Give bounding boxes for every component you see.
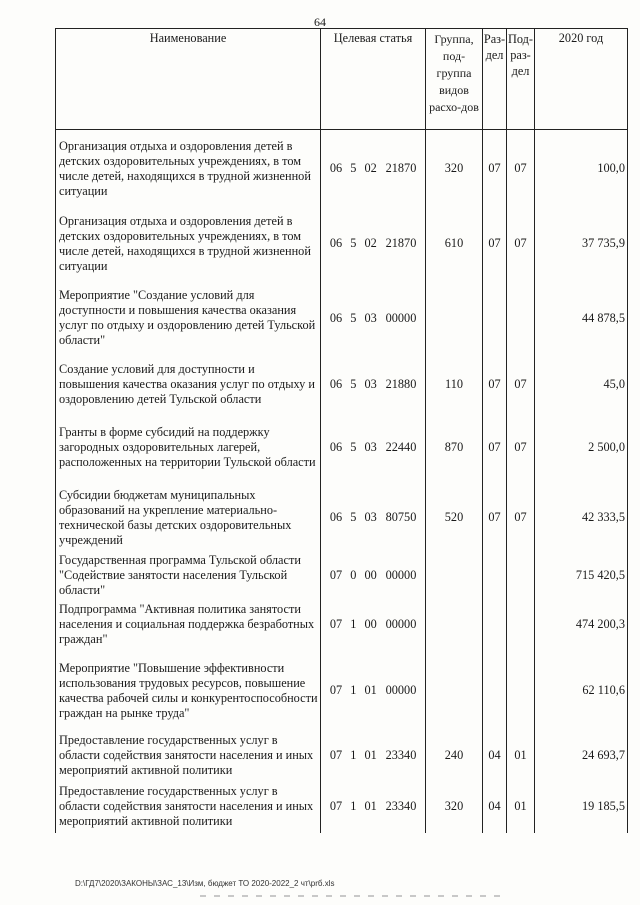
program-code: 07 — [329, 683, 343, 697]
section-code — [483, 280, 507, 357]
event-code: 03 — [364, 377, 377, 391]
direction-code: 00000 — [385, 683, 417, 697]
amount-2020: 19 185,5 — [535, 781, 628, 833]
event-code: 02 — [364, 161, 377, 176]
row-name: Организация отдыха и оздоровления детей в детских оздоровительных учреждениях, в том числе детей, находящихся в трудной жизненной ситуации — [56, 130, 321, 208]
program-code: 07 — [329, 568, 343, 582]
subprogram-code: 1 — [350, 748, 357, 762]
expense-group-code: 520 — [426, 483, 483, 553]
subsection-code: 07 — [507, 208, 535, 280]
section-code: 07 — [483, 413, 507, 483]
target-article-code — [321, 483, 426, 553]
row-name: Гранты в форме субсидий на поддержку загородных оздоровительных лагерей, расположенных на территории Тульской области — [56, 413, 321, 483]
program-code: 06 — [329, 236, 343, 250]
row-name: Мероприятие "Создание условий для доступности и повышения качества оказания услуг по отдыху и оздоровлению детей Тульской области" — [56, 280, 321, 357]
target-article-code — [321, 280, 426, 357]
header-year-2020: 2020 год — [535, 29, 628, 130]
expense-group-code: 320 — [426, 781, 483, 833]
event-code: 03 — [364, 440, 377, 454]
amount-2020: 44 878,5 — [535, 280, 628, 357]
expense-group-code — [426, 553, 483, 599]
header-expense-group: Группа, под-группа видов расхо-дов — [426, 29, 483, 130]
section-code: 07 — [483, 483, 507, 553]
page-number: 64 — [314, 15, 326, 29]
header-target-article: Целевая статья — [321, 29, 426, 130]
subprogram-code: 5 — [350, 161, 357, 176]
event-code: 02 — [364, 236, 377, 250]
direction-code: 23340 — [385, 799, 417, 813]
row-name: Предоставление государственных услуг в области содействия занятости населения и иных мероприятий активной политики — [56, 781, 321, 833]
table-row — [56, 483, 628, 553]
program-code: 07 — [329, 799, 343, 813]
program-code: 06 — [329, 377, 343, 391]
row-name: Субсидии бюджетам муниципальных образований на укрепление материально-технической базы детских оздоровительных учреждений — [56, 483, 321, 553]
direction-code: 23340 — [385, 748, 417, 762]
event-code: 00 — [364, 568, 377, 582]
event-code: 03 — [364, 510, 377, 524]
target-article-code — [321, 357, 426, 413]
subsection-code — [507, 553, 535, 599]
table-row — [56, 357, 628, 413]
subprogram-code: 5 — [350, 510, 357, 524]
table-row — [56, 599, 628, 651]
table-row — [56, 781, 628, 833]
target-article-code — [321, 413, 426, 483]
amount-2020: 2 500,0 — [535, 413, 628, 483]
subsection-code: 07 — [507, 130, 535, 208]
program-code: 07 — [329, 617, 343, 631]
event-code: 01 — [364, 799, 377, 813]
subsection-code: 01 — [507, 781, 535, 833]
table-row — [56, 731, 628, 781]
expense-group-code — [426, 651, 483, 731]
event-code: 01 — [364, 683, 377, 697]
subsection-code: 07 — [507, 357, 535, 413]
program-code: 07 — [329, 748, 343, 762]
event-code: 00 — [364, 617, 377, 631]
expense-group-code: 240 — [426, 731, 483, 781]
table-row — [56, 130, 628, 208]
section-code: 04 — [483, 731, 507, 781]
section-code: 07 — [483, 208, 507, 280]
program-code: 06 — [329, 161, 343, 176]
target-article-code — [321, 781, 426, 833]
table-header — [56, 29, 628, 130]
subsection-code: 07 — [507, 413, 535, 483]
row-name: Мероприятие "Повышение эффективности использования трудовых ресурсов, повышение качества рабочей силы и конкурентоспособности граждан на рынке труда" — [56, 651, 321, 731]
subsection-code: 01 — [507, 731, 535, 781]
table-row — [56, 413, 628, 483]
section-code — [483, 599, 507, 651]
amount-2020: 45,0 — [535, 357, 628, 413]
target-article-code — [321, 130, 426, 208]
file-path-footer: D:\ГД7\2020\ЗАКОНЫ\ЗАС_13\Изм, бюджет ТО 2020-2022_2 чт\prб.xls — [75, 879, 335, 888]
expense-group-code: 320 — [426, 130, 483, 208]
target-article-code — [321, 599, 426, 651]
target-article-code — [321, 208, 426, 280]
direction-code: 21870 — [385, 236, 417, 250]
table-row — [56, 553, 628, 599]
budget-table — [55, 28, 628, 833]
amount-2020: 42 333,5 — [535, 483, 628, 553]
amount-2020: 100,0 — [535, 130, 628, 208]
program-code: 06 — [329, 440, 343, 454]
expense-group-code: 110 — [426, 357, 483, 413]
section-code — [483, 553, 507, 599]
program-code: 06 — [329, 510, 343, 524]
direction-code: 22440 — [385, 440, 417, 454]
subsection-code — [507, 651, 535, 731]
row-name: Государственная программа Тульской области "Содействие занятости населения Тульской области" — [56, 553, 321, 599]
event-code: 03 — [364, 310, 377, 325]
scan-artifact — [200, 895, 500, 897]
target-article-code — [321, 731, 426, 781]
amount-2020: 474 200,3 — [535, 599, 628, 651]
subprogram-code: 5 — [350, 440, 357, 454]
section-code: 04 — [483, 781, 507, 833]
subprogram-code: 5 — [350, 236, 357, 250]
subprogram-code: 1 — [350, 617, 357, 631]
direction-code: 80750 — [385, 510, 417, 524]
subprogram-code: 0 — [350, 568, 357, 582]
section-code: 07 — [483, 357, 507, 413]
expense-group-code: 870 — [426, 413, 483, 483]
row-name: Создание условий для доступности и повышения качества оказания услуг по отдыху и оздоровлению детей Тульской области — [56, 357, 321, 413]
section-code: 07 — [483, 130, 507, 208]
expense-group-code: 610 — [426, 208, 483, 280]
direction-code: 21880 — [385, 377, 417, 391]
subprogram-code: 1 — [350, 799, 357, 813]
row-name: Подпрограмма "Активная политика занятости населения и социальная поддержка безработных граждан" — [56, 599, 321, 651]
subsection-code — [507, 599, 535, 651]
header-section: Раз-дел — [483, 29, 507, 130]
header-subsection: Под-раз-дел — [507, 29, 535, 130]
header-name: Наименование — [56, 29, 321, 130]
table-body — [56, 130, 628, 833]
expense-group-code — [426, 280, 483, 357]
subsection-code — [507, 280, 535, 357]
program-code: 06 — [329, 310, 343, 325]
amount-2020: 715 420,5 — [535, 553, 628, 599]
amount-2020: 24 693,7 — [535, 731, 628, 781]
target-article-code — [321, 651, 426, 731]
subprogram-code: 5 — [350, 377, 357, 391]
table-row — [56, 651, 628, 731]
row-name: Организация отдыха и оздоровления детей в детских оздоровительных учреждениях, в том числе детей, находящихся в трудной жизненной ситуации — [56, 208, 321, 280]
expense-group-code — [426, 599, 483, 651]
subprogram-code: 5 — [350, 310, 357, 325]
target-article-code — [321, 553, 426, 599]
subsection-code: 07 — [507, 483, 535, 553]
row-name: Предоставление государственных услуг в области содействия занятости населения и иных мероприятий активной политики — [56, 731, 321, 781]
direction-code: 00000 — [385, 568, 417, 582]
amount-2020: 37 735,9 — [535, 208, 628, 280]
direction-code: 00000 — [385, 310, 417, 325]
event-code: 01 — [364, 748, 377, 762]
table-row — [56, 208, 628, 280]
table-row — [56, 280, 628, 357]
direction-code: 21870 — [385, 161, 417, 176]
section-code — [483, 651, 507, 731]
amount-2020: 62 110,6 — [535, 651, 628, 731]
subprogram-code: 1 — [350, 683, 357, 697]
direction-code: 00000 — [385, 617, 417, 631]
